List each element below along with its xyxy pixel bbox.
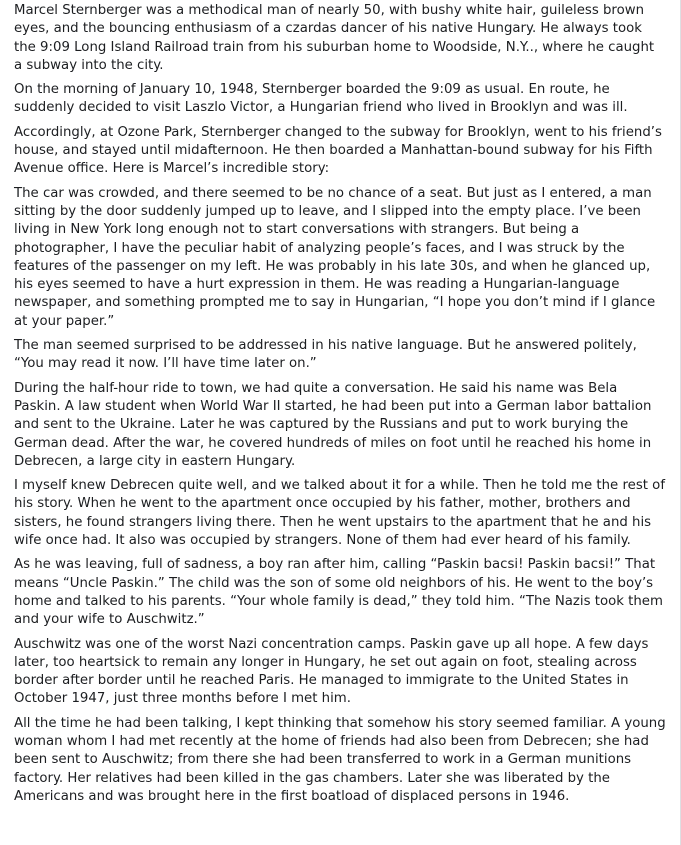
paragraph: As he was leaving, full of sadness, a boy ran after him, calling “Paskin bacsi! Paskin bacsi!” That means “Uncle Paskin.” The child was the son of some old neighbors of his. He went to the boy’s home and talked to his parents. “Your whole family is dead,” they told him. “The Nazis took them and your wife to Auschwitz.”	[14, 557, 663, 628]
paragraph: On the morning of January 10, 1948, Sternberger boarded the 9:09 as usual. En route, he suddenly decided to visit Laszlo Victor, a Hungarian friend who lived in Brooklyn and was ill.	[14, 82, 628, 116]
paragraph: The man seemed surprised to be addressed in his native language. But he answered politely, “You may read it now. I’ll have time later on.”	[14, 338, 637, 372]
paragraph: All the time he had been talking, I kept thinking that somehow his story seemed familiar. A young woman whom I had met recently at the home of friends had also been from Debrecen; she had been sent to Auschwitz; from there she had been transferred to work in a German munitions factory. Her relatives had been killed in the gas chambers. Later she was liberated by the Americans and was brought here in the first boatload of displaced persons in 1946.	[14, 715, 666, 804]
paragraph: I myself knew Debrecen quite well, and we talked about it for a while. Then he told me the rest of his story. When he went to the apartment once occupied by his father, mother, brothers and sisters, he found strangers living there. Then he went upstairs to the apartment that he and his wife once had. It also was occupied by strangers. None of them had ever heard of his family.	[14, 478, 666, 549]
paragraph: The car was crowded, and there seemed to be no chance of a seat. But just as I entered, a man sitting by the door suddenly jumped up to leave, and I slipped into the empty place. I’ve been living in New York long enough not to start conversations with strangers. But being a photographer, I have the peculiar habit of analyzing people’s faces, and I was struck by the features of the passenger on my left. He was probably in his late 30s, and when he glanced up, his eyes seemed to have a hurt expression in them. He was reading a Hungarian-language newspaper, and something prompted me to say in Hungarian, “I hope you don’t mind if I glance at your paper.”	[14, 185, 656, 329]
paragraph: Marcel Sternberger was a methodical man of nearly 50, with bushy white hair, guileless brown eyes, and the bouncing enthusiasm of a czardas dancer of his native Hungary. He always took the 9:09 Long Island Railroad train from his suburban home to Woodside, N.Y.., where he caught a subway into the city.	[14, 3, 655, 73]
paragraph: Accordingly, at Ozone Park, Sternberger changed to the subway for Brooklyn, went to his friend’s house, and stayed until midafternoon. He then boarded a Manhattan-bound subway for his Fifth Avenue office. Here is Marcel’s incredible story:	[14, 124, 662, 177]
article-body	[14, 2, 666, 812]
paragraph: During the half-hour ride to town, we had quite a conversation. He said his name was Bela Paskin. A law student when World War II started, he had been put into a German labor battalion and sent to the Ukraine. Later he was captured by the Russians and put to work burying the German dead. After the war, he covered hundreds of miles on foot until he reached his home in Debrecen, a large city in eastern Hungary.	[14, 380, 652, 469]
paragraph: Auschwitz was one of the worst Nazi concentration camps. Paskin gave up all hope. A few days later, too heartsick to remain any longer in Hungary, he set out again on foot, stealing across border after border until he reached Paris. He managed to immigrate to the United States in October 1947, just three months before I met him.	[14, 636, 649, 707]
